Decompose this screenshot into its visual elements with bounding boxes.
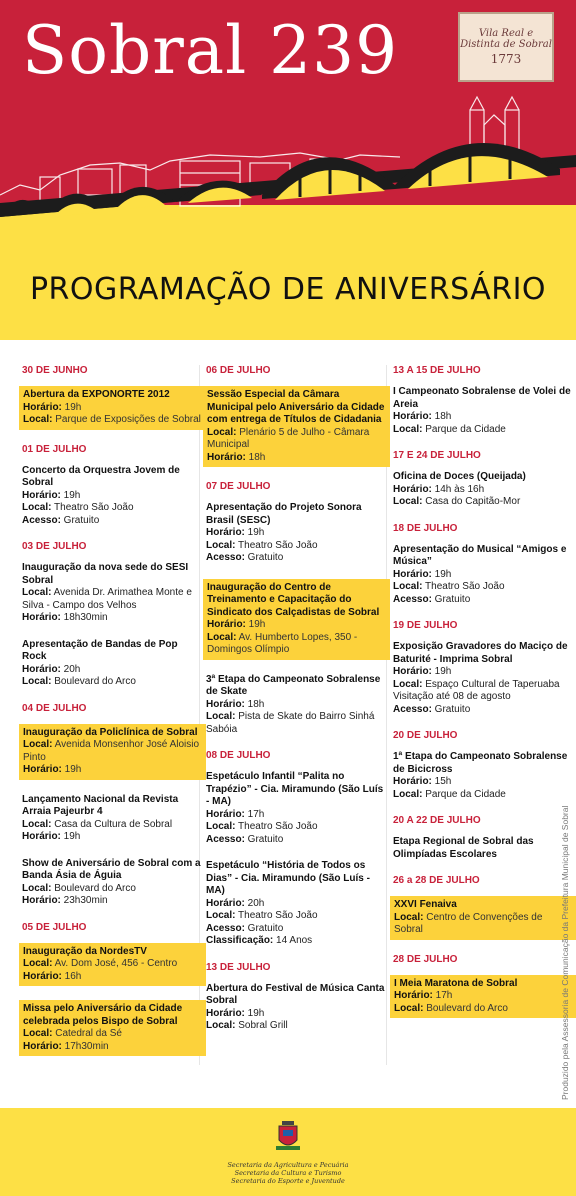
date-heading: 26 a 28 DE JULHO [393,875,480,886]
event-card [22,858,202,908]
event-title: Inauguração do Centro de Treinamento e Capacitação do Sindicato dos Calçadistas de Sobral [207,581,380,618]
event-detail [394,912,573,937]
detail-label: Horário: [22,895,61,906]
detail-value: Gratuito [244,922,284,934]
event-title: 3ª Etapa do Campeonato Sobralense de Skate [206,673,381,697]
event-detail [206,711,386,736]
event-detail [207,632,386,657]
detail-label: Horário: [207,451,246,463]
detail-value: Boulevard do Arco [51,882,136,894]
event-detail [393,581,573,594]
event-card-highlighted [19,386,206,430]
event-title: Sessão Especial da Câmara Municipal pelo Aniversário da Cidade com entrega de Títulos de Cidadania [207,389,385,425]
event-detail [206,910,386,923]
date-heading: 18 DE JULHO [393,522,458,534]
event-title: Missa pelo Aniversário da Cidade celebrada pelos Bispo de Sobral [23,1003,183,1027]
event-card [393,641,573,716]
event-detail [23,739,202,764]
detail-label: Local: [22,882,52,894]
detail-value: 19h [61,401,82,413]
badge-line-2: Distinta de Sobral [460,39,552,50]
detail-label: Horário: [393,666,432,677]
event-detail [206,923,386,936]
event-detail [393,666,573,679]
city-coat-of-arms-icon [276,1120,300,1152]
detail-label: Horário: [22,831,61,842]
detail-label: Horário: [393,411,432,422]
detail-label: Local: [207,426,237,438]
date-heading: 07 DE JULHO [206,481,271,492]
event-detail [394,990,573,1003]
event-detail [206,834,386,847]
event-detail [393,679,573,692]
event-card [393,751,573,801]
event-detail [22,490,202,503]
detail-label: Horário: [206,1007,245,1019]
event-detail [207,452,386,465]
detail-value: 19h [431,568,452,580]
detail-value: Gratuito [244,833,284,845]
event-title: Abertura da EXPONORTE 2012 [23,389,170,400]
event-card-highlighted [390,896,576,940]
event-detail [22,502,202,515]
event-detail [393,776,573,789]
footer-line: Secretaria da Agricultura e Pecuária [227,1161,349,1169]
detail-label: Local: [393,788,423,800]
page-title: Sobral 239 [22,12,399,89]
event-card [22,465,202,528]
event-detail [206,821,386,834]
event-detail [207,619,386,632]
event-title: Apresentação do Projeto Sonora Brasil (SESC) [206,502,362,526]
detail-label: Acesso: [206,552,245,563]
event-detail [22,664,202,677]
detail-value: 19h [244,527,265,538]
event-card [393,544,573,607]
detail-label: Horário: [393,776,432,787]
event-detail [393,424,573,437]
detail-value: 19h [431,666,452,677]
detail-label: Local: [23,739,53,750]
detail-value: Parque da Cidade [422,788,506,800]
detail-label: Horário: [23,401,62,413]
header [0,0,576,340]
event-detail [206,540,386,553]
event-detail [206,699,386,712]
event-title: Espetáculo “História de Todos os Dias” - Cia. Miramundo (São Luís - MA) [206,860,370,896]
detail-value: Av. Humberto Lopes, 350 - Domingos Olímpio [207,631,358,655]
date-heading: 20 A 22 DE JULHO [393,815,481,826]
detail-value: Parque de Exposições de Sobral [52,414,201,425]
detail-value: 23h30min [60,895,108,906]
detail-value: 18h [245,451,266,463]
detail-value: 17h [432,990,453,1001]
detail-value: 16h [61,970,82,982]
detail-value: Espaço Cultural de Taperuaba [422,678,560,690]
detail-value: 17h [244,808,265,820]
footer-line: Secretaria da Cultura e Turismo [234,1169,342,1177]
detail-label: Local: [206,539,236,551]
event-detail [206,1020,386,1033]
date-heading: 04 DE JULHO [22,702,87,714]
detail-value: 17h30min [61,1040,109,1052]
detail-value: Gratuito [431,703,471,715]
event-title: Inauguração da nova sede do SESI Sobral [22,562,189,586]
event-detail [393,569,573,582]
detail-value: Theatro São João [235,539,318,551]
detail-label: Local: [393,423,423,435]
event-title: Espetáculo Infantil “Palita no Trapézio” - Cia. Miramundo (São Luís - MA) [206,771,384,807]
detail-label: Local: [394,1002,424,1014]
event-detail [23,958,202,971]
detail-value: Visitação até 08 de agosto [393,691,511,702]
date-heading: 30 DE JUNHO [22,365,88,376]
detail-label: Horário: [206,527,245,538]
event-title: Concerto da Orquestra Jovem de Sobral [22,464,180,488]
event-title: I Campeonato Sobralense de Volei de Areia [393,386,571,410]
detail-label: Acesso: [393,593,432,605]
event-title: I Meia Maratona de Sobral [394,977,518,989]
detail-value: Parque da Cidade [422,423,506,435]
detail-value: Boulevard do Arco [423,1002,508,1014]
detail-value: Theatro São João [235,821,318,832]
founding-badge [458,12,554,82]
detail-value: 19h [245,619,266,630]
event-detail [23,402,202,415]
event-title: Show de Aniversário de Sobral com a Banda Ásia de Águia [22,857,201,881]
detail-label: Horário: [23,970,62,982]
footer [0,1108,576,1196]
detail-label: Local: [206,821,236,832]
detail-value: Plenário 5 de Julho - Câmara Municipal [207,426,370,450]
event-detail [206,527,386,540]
event-detail [23,1041,202,1054]
event-card-highlighted [19,943,206,987]
event-card-highlighted [203,386,390,467]
detail-label: Horário: [22,663,61,675]
detail-value: 19h [244,1007,265,1019]
detail-label: Acesso: [393,703,432,715]
detail-label: Acesso: [206,922,245,934]
event-detail [23,971,202,984]
event-detail [206,552,386,565]
event-card [22,639,202,689]
detail-label: Local: [22,676,52,687]
date-heading: 13 DE JULHO [206,961,271,973]
event-detail [22,831,202,844]
date-heading: 13 A 15 DE JULHO [393,365,481,376]
event-card [393,386,573,436]
event-detail [206,1008,386,1021]
column-divider [386,365,387,1065]
schedule-column-2 [206,365,386,1047]
event-detail [22,587,202,612]
event-card [393,471,573,509]
event-detail [206,898,386,911]
detail-value: Boulevard do Arco [51,676,136,687]
event-title: Lançamento Nacional da Revista Arraia Pajeurbr 4 [22,793,179,817]
date-heading: 17 E 24 DE JULHO [393,450,481,461]
detail-label: Local: [22,502,52,513]
detail-label: Local: [206,910,236,921]
detail-value: 19h [60,489,81,501]
detail-value: Centro de Convenções de Sobral [394,911,543,935]
detail-label: Local: [393,496,423,507]
event-card-highlighted [390,975,576,1019]
program-heading: PROGRAMAÇÃO DE ANIVERSÁRIO [29,272,547,307]
detail-value: Gratuito [431,593,471,605]
event-detail [22,895,202,908]
event-title: Oficina de Doces (Queijada) [393,471,526,482]
event-title: Etapa Regional de Sobral das Olimpíadas Escolares [393,836,534,860]
schedule-column-1 [22,365,202,1070]
detail-value: 18h [431,411,452,422]
detail-value: 18h [244,698,265,710]
event-detail [23,414,202,427]
detail-label: Horário: [23,764,62,775]
event-detail [393,411,573,424]
event-detail [393,484,573,497]
event-card [206,983,386,1033]
date-heading: 08 DE JULHO [206,750,271,761]
detail-label: Horário: [22,612,61,623]
detail-label: Horário: [393,568,432,580]
detail-label: Local: [207,631,237,643]
detail-label: Horário: [207,619,246,630]
event-detail [22,883,202,896]
event-detail [23,1028,202,1041]
date-heading: 19 DE JULHO [393,620,458,631]
detail-label: Horário: [22,489,61,501]
detail-value: 19h [61,764,82,775]
event-title: Abertura do Festival de Música Canta Sobral [206,982,385,1006]
detail-value: 18h30min [60,612,108,623]
event-detail [22,612,202,625]
detail-label: Local: [23,1028,53,1039]
event-detail [206,809,386,822]
event-card [22,794,202,844]
detail-value: Pista de Skate do Bairro Sinhá Sabóia [206,711,375,735]
event-detail [22,515,202,528]
detail-value: 15h [431,776,452,787]
detail-value: Sobral Grill [235,1020,288,1031]
detail-value: Avenida Monsenhor José Aloisio Pinto [23,739,200,763]
detail-label: Horário: [393,483,432,495]
detail-label: Local: [393,678,423,690]
detail-label: Horário: [23,1040,62,1052]
event-card [22,562,202,625]
event-detail [206,935,386,948]
event-card [393,836,573,861]
city-skyline-illustration [0,85,576,255]
detail-value: Gratuito [60,514,100,526]
detail-label: Acesso: [206,833,245,845]
detail-value: Catedral da Sé [52,1028,122,1039]
event-card [206,860,386,948]
schedule-column-3 [393,365,573,1032]
badge-line-1: Vila Real e [478,28,534,39]
event-title: Exposição Gravadores do Maciço de Baturité - Imprima Sobral [393,641,568,665]
footer-secretariats [0,1161,576,1185]
date-heading: 06 DE JULHO [206,365,271,376]
date-heading: 20 DE JULHO [393,730,458,741]
detail-label: Local: [23,414,53,425]
event-card-highlighted [19,1000,206,1056]
detail-label: Local: [23,958,53,969]
date-heading: 28 DE JULHO [393,953,458,965]
detail-label: Classificação: [206,935,274,946]
detail-label: Local: [394,911,424,923]
badge-line-3: 1773 [490,52,522,66]
detail-label: Local: [22,587,52,598]
event-detail [393,496,573,509]
detail-value: Avenida Dr. Arimathea Monte e Silva - Campo dos Velhos [22,587,192,611]
detail-value: Theatro São João [51,502,134,513]
detail-value: 14h às 16h [431,483,485,495]
detail-value: 14 Anos [273,935,313,946]
detail-value: Theatro São João [422,581,505,592]
detail-label: Local: [206,1020,236,1031]
detail-value: 20h [60,663,81,675]
event-card-highlighted [203,579,390,660]
event-title: Inauguração da NordesTV [23,945,147,957]
event-card [206,674,386,737]
detail-value: Av. Dom José, 456 - Centro [52,958,178,969]
detail-label: Horário: [206,808,245,820]
detail-label: Local: [393,581,423,592]
detail-value: 19h [60,831,81,842]
detail-value: Theatro São João [235,910,318,921]
detail-label: Horário: [206,698,245,710]
event-title: XXVI Fenaiva [394,899,457,910]
detail-label: Local: [206,711,236,722]
date-heading: 05 DE JULHO [22,921,87,933]
event-card-highlighted [19,724,206,780]
footer-line: Secretaria do Esporte e Juventude [231,1177,345,1185]
event-detail [393,691,573,704]
event-detail [22,676,202,689]
event-detail [394,1003,573,1016]
detail-label: Acesso: [22,514,61,526]
detail-label: Horário: [206,897,245,909]
detail-value: Casa da Cultura de Sobral [51,818,173,830]
detail-value: 20h [244,897,265,909]
event-detail [393,789,573,802]
event-detail [393,704,573,717]
detail-value: Casa do Capitão-Mor [422,496,521,507]
detail-label: Local: [22,818,52,830]
event-detail [207,427,386,452]
date-heading: 03 DE JULHO [22,541,87,552]
production-credit: Produzido pela Assessoria de Comunicação da Prefeitura Municipal de Sobral [560,805,570,1100]
detail-value: Gratuito [244,552,284,563]
event-title: Apresentação do Musical “Amigos e Música” [393,543,567,567]
event-detail [22,819,202,832]
detail-label: Horário: [394,990,433,1001]
event-title: Inauguração da Policlínica de Sobral [23,726,198,738]
event-title: 1ª Etapa do Campeonato Sobralense de Bicicross [393,751,568,775]
event-card [206,502,386,565]
event-title: Apresentação de Bandas de Pop Rock [22,638,178,662]
event-detail [23,764,202,777]
event-card [206,771,386,846]
event-detail [393,594,573,607]
date-heading: 01 DE JULHO [22,443,87,455]
